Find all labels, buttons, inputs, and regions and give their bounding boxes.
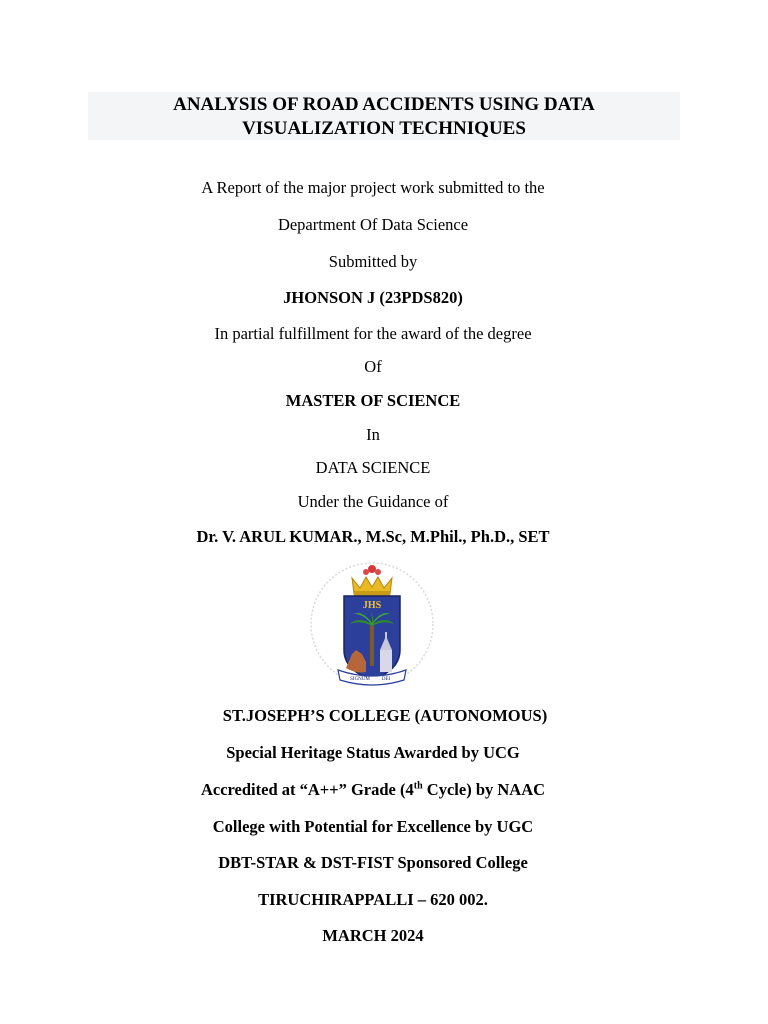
seal-monogram: JHS — [362, 600, 382, 611]
seal-motto-left: SIGNUM — [350, 677, 370, 682]
sponsorship-line: DBT-STAR & DST-FIST Sponsored College — [218, 853, 528, 872]
college-name: ST.JOSEPH’S COLLEGE (AUTONOMOUS) — [222, 706, 548, 725]
accreditation-text-end: Cycle) by NAAC — [422, 780, 546, 799]
student-name: JHONSON J (23PDS820) — [283, 288, 463, 307]
accreditation-line — [0, 780, 746, 800]
partial-fulfillment-text: In partial fulfillment for the award of the degree — [214, 324, 532, 343]
submission-intro: A Report of the major project work submitted to the — [201, 178, 545, 197]
subject-name: DATA SCIENCE — [315, 458, 431, 477]
guide-name: Dr. V. ARUL KUMAR., M.Sc, M.Phil., Ph.D., SET — [196, 527, 550, 546]
report-title-line-2: VISUALIZATION TECHNIQUES — [242, 118, 526, 139]
excellence-status: College with Potential for Excellence by UGC — [212, 817, 534, 836]
heritage-status: Special Heritage Status Awarded by UCG — [226, 743, 520, 762]
report-title-line-1: ANALYSIS OF ROAD ACCIDENTS USING DATA — [173, 94, 595, 115]
of-label: Of — [364, 357, 382, 376]
college-seal-graphic — [308, 558, 436, 690]
submission-date: MARCH 2024 — [322, 926, 424, 945]
accreditation-ordinal: th — [413, 780, 423, 792]
accreditation-text-start: Accredited at “A++” Grade (4 — [200, 780, 414, 799]
department-name: Department Of Data Science — [277, 215, 469, 234]
college-city: TIRUCHIRAPPALLI – 620 002. — [258, 890, 488, 909]
seal-motto-right: DEI — [381, 677, 391, 682]
college-seal-logo — [308, 558, 436, 690]
guidance-label: Under the Guidance of — [297, 492, 449, 511]
submitted-by-label: Submitted by — [328, 252, 418, 271]
in-label: In — [366, 425, 380, 444]
degree-name: MASTER OF SCIENCE — [285, 391, 461, 410]
